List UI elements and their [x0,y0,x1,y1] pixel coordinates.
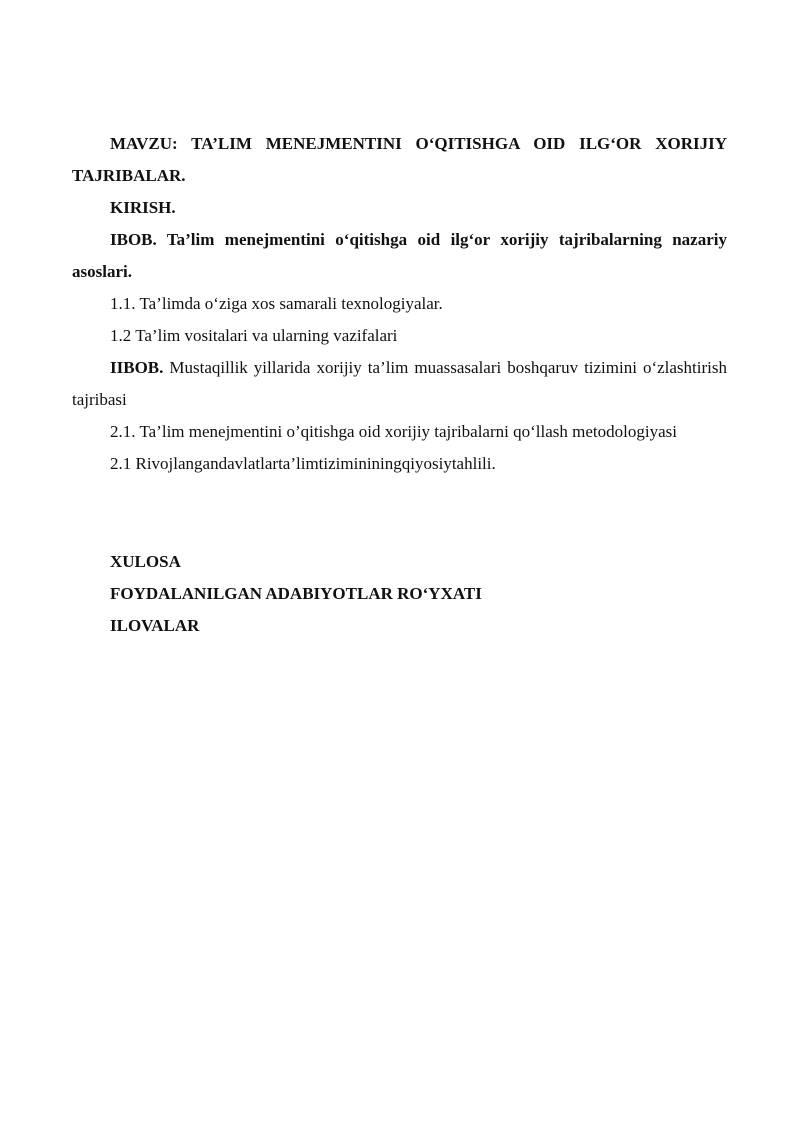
chapter2-title-text: Mustaqillik yillarida xorijiy ta’lim muassasalari boshqaruv tizimini o‘zlashtirish tajribasi [72,358,727,409]
section-gap [72,480,727,546]
references-heading: FOYDALANILGAN ADABIYOTLAR RO‘YXATI [110,584,482,603]
document-page [72,128,727,642]
document-title: MAVZU: TA’LIM MENEJMENTINI O‘QITISHGA OID ILG‘OR XORIJIY TAJRIBALAR. [72,134,727,185]
chapter2-title [72,352,727,416]
appendices-heading: ILOVALAR [110,616,200,635]
chapter1-title: IBOB. Ta’lim menejmentini o‘qitishga oid ilg‘or xorijiy tajribalarning nazariy asoslari. [72,230,727,281]
chapter2-label: IIBOB. [110,358,164,377]
chapter1-section-1: 1.1. Ta’limda o‘ziga xos samarali texnologiyalar. [110,294,443,313]
chapter1-section-2: 1.2 Ta’lim vositalari va ularning vazifalari [110,326,398,345]
conclusion-heading: XULOSA [110,552,181,571]
chapter2-section-1: 2.1. Ta’lim menejmentini o’qitishga oid xorijiy tajribalarni qo‘llash metodologiyasi [110,422,677,441]
intro-heading: KIRISH. [110,198,176,217]
chapter2-section-2: 2.1 Rivojlangandavlatlarta’limtizimininingqiyosiytahlili. [110,454,496,473]
